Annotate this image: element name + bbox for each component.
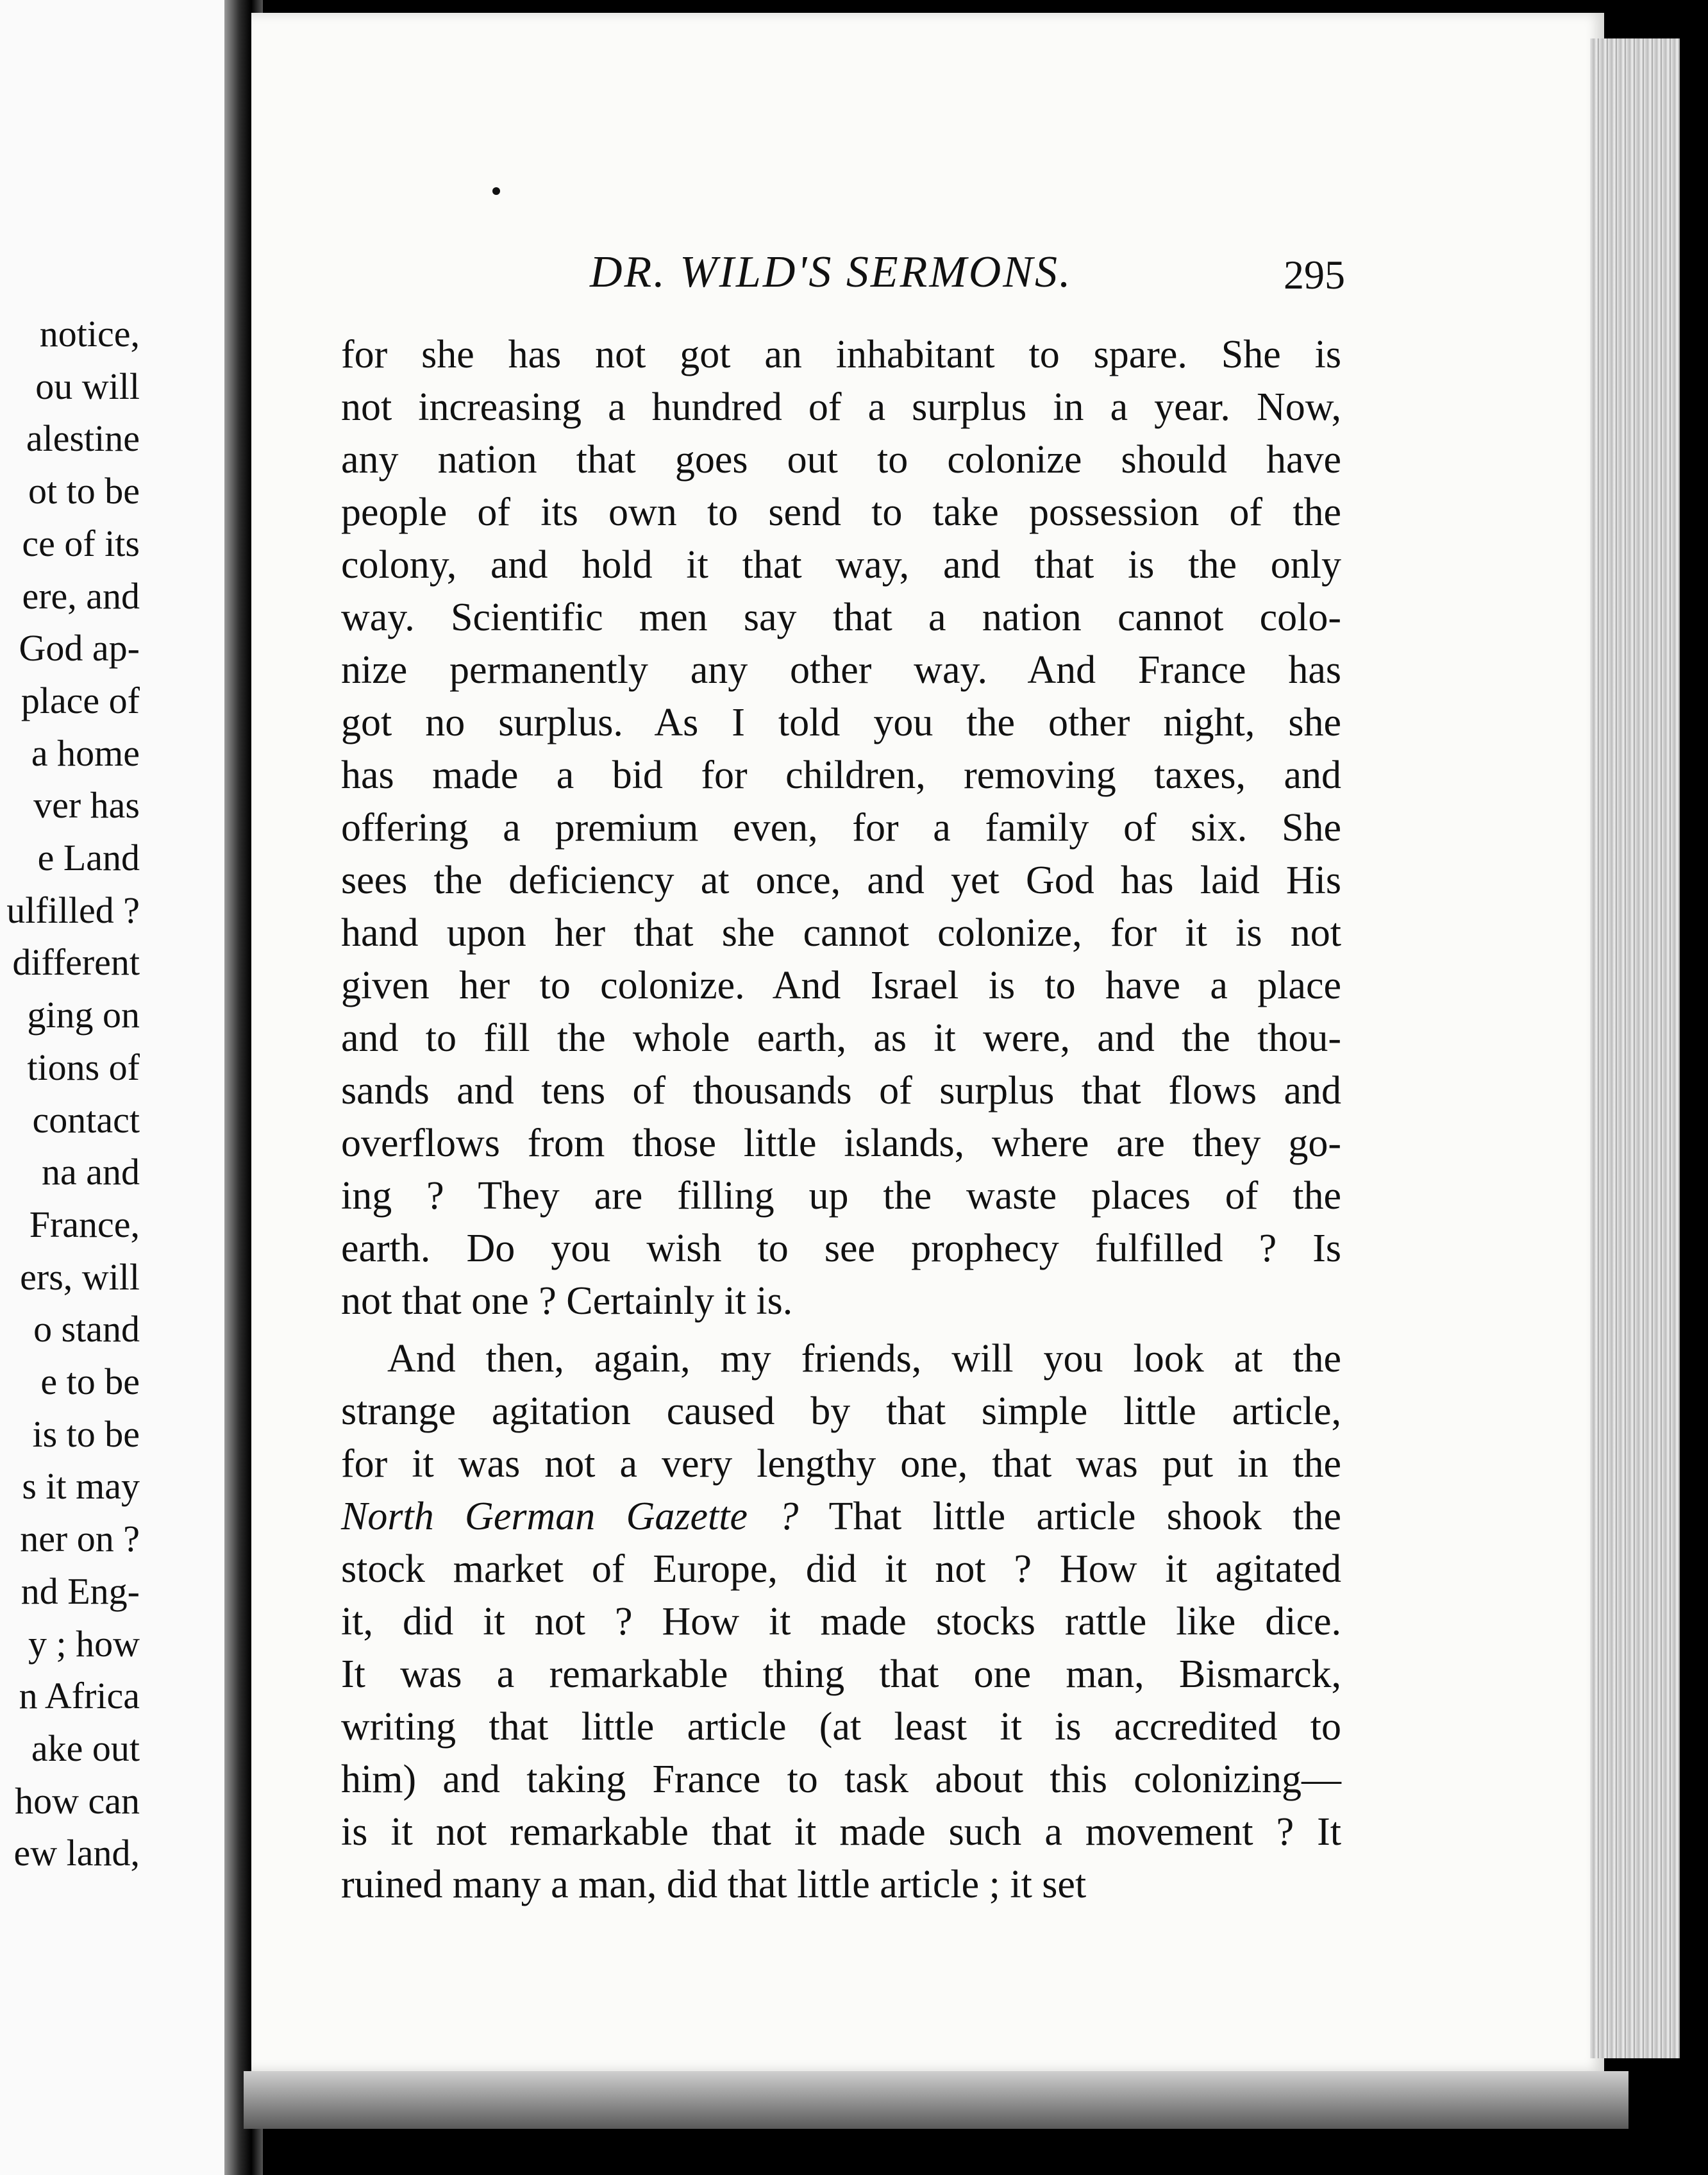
text-line: not that one ? Certainly it is. (341, 1279, 793, 1323)
left-page-line: is to be (32, 1413, 140, 1455)
left-page-line: different (12, 941, 140, 984)
left-page-line: nd Eng- (21, 1570, 140, 1612)
left-page-line: ulfilled ? (6, 889, 140, 931)
text-line: stock market of Europe, did it not ? How it agitated (341, 1547, 1341, 1591)
left-page-line: place of (21, 679, 140, 721)
left-page-line: tions of (27, 1046, 140, 1088)
left-page-line: France, (29, 1203, 140, 1245)
text-line: for it was not a very lengthy one, that was put in the (341, 1442, 1341, 1486)
left-page-line: y ; how (28, 1622, 140, 1665)
running-head: DR. WILD'S SERMONS. (590, 248, 1073, 297)
left-page-line: God ap- (19, 627, 140, 669)
text-line: ruined many a man, did that little article ; it set (341, 1863, 1087, 1906)
body-text (341, 328, 1341, 1911)
left-page-line: ou will (35, 365, 140, 407)
left-page-line: how can (15, 1779, 140, 1822)
left-page-line: e Land (37, 837, 140, 878)
left-page-line: na and (42, 1151, 140, 1193)
text-line: people of its own to send to take possession of the (341, 491, 1341, 534)
left-page-line: n Africa (19, 1675, 140, 1717)
text-line: has made a bid for children, removing taxes, and (341, 753, 1341, 797)
left-page-line: notice, (39, 313, 140, 355)
left-page-line: ers, will (20, 1255, 140, 1298)
text-line: offering a premium even, for a family of six. She (341, 806, 1341, 850)
left-page-line: ew land, (13, 1832, 140, 1874)
text-line: is it not remarkable that it made such a movement ? It (341, 1810, 1341, 1854)
text-line: ing ? They are filling up the waste places of the (341, 1174, 1341, 1218)
left-facing-page (0, 0, 224, 2175)
italic-title: North German Gazette ? (341, 1495, 799, 1538)
text-line: And then, again, my friends, will you look at the (387, 1337, 1341, 1381)
left-page-line: ce of its (22, 522, 140, 564)
paragraph-1 (341, 328, 1341, 1327)
text-line: It was a remarkable thing that one man, Bismarck, (341, 1652, 1341, 1696)
left-page-line: alestine (26, 417, 140, 460)
text-line: writing that little article (at least it is accredited to (341, 1705, 1341, 1749)
left-page-line: ake out (31, 1727, 140, 1769)
text-line: hand upon her that she cannot colonize, for it is not (341, 911, 1341, 955)
text-line: sees the deficiency at once, and yet God has laid His (341, 859, 1341, 902)
text-line: colony, and hold it that way, and that is the only (341, 543, 1341, 587)
page-number: 295 (1284, 252, 1345, 298)
text-line: nize permanently any other way. And France has (341, 648, 1341, 692)
ink-dot (492, 187, 500, 195)
left-page-line: a home (31, 732, 140, 774)
left-page-line: ner on ? (20, 1518, 140, 1560)
left-page-line: ere, and (22, 575, 140, 617)
paragraph-2 (341, 1332, 1341, 1911)
text-line: it, did it not ? How it made stocks rattle like dice. (341, 1600, 1341, 1643)
left-page-line: ver has (33, 784, 140, 827)
text-line: him) and taking France to task about this colonizing— (341, 1758, 1341, 1801)
left-page-line: o stand (33, 1308, 140, 1350)
bottom-page-edge (244, 2071, 1628, 2129)
text-line: earth. Do you wish to see prophecy fulfilled ? Is (341, 1227, 1341, 1270)
left-page-line: s it may (22, 1465, 140, 1507)
text-line: got no surplus. As I told you the other night, she (341, 701, 1341, 744)
text-line: overflows from those little islands, where are they go- (341, 1121, 1341, 1165)
left-page-line: ot to be (28, 470, 140, 512)
text-line: not increasing a hundred of a surplus in a year. Now, (341, 385, 1341, 429)
text-line: North German Gazette ? That little article shook the (341, 1495, 1341, 1538)
text-line: strange agitation caused by that simple little article, (341, 1390, 1341, 1433)
left-page-line: e to be (40, 1361, 140, 1402)
text-line: way. Scientific men say that a nation cannot colo- (341, 596, 1341, 639)
left-page-line: ging on (27, 994, 140, 1036)
text-line: for she has not got an inhabitant to spare. She is (341, 333, 1341, 376)
text-line: given her to colonize. And Israel is to have a place (341, 964, 1341, 1007)
left-page-line: contact (32, 1098, 140, 1141)
page-edges (1590, 38, 1680, 2058)
text-line: any nation that goes out to colonize should have (341, 438, 1341, 482)
text-line: sands and tens of thousands of surplus that flows and (341, 1069, 1341, 1113)
text-line: and to fill the whole earth, as it were, and the thou- (341, 1016, 1341, 1060)
